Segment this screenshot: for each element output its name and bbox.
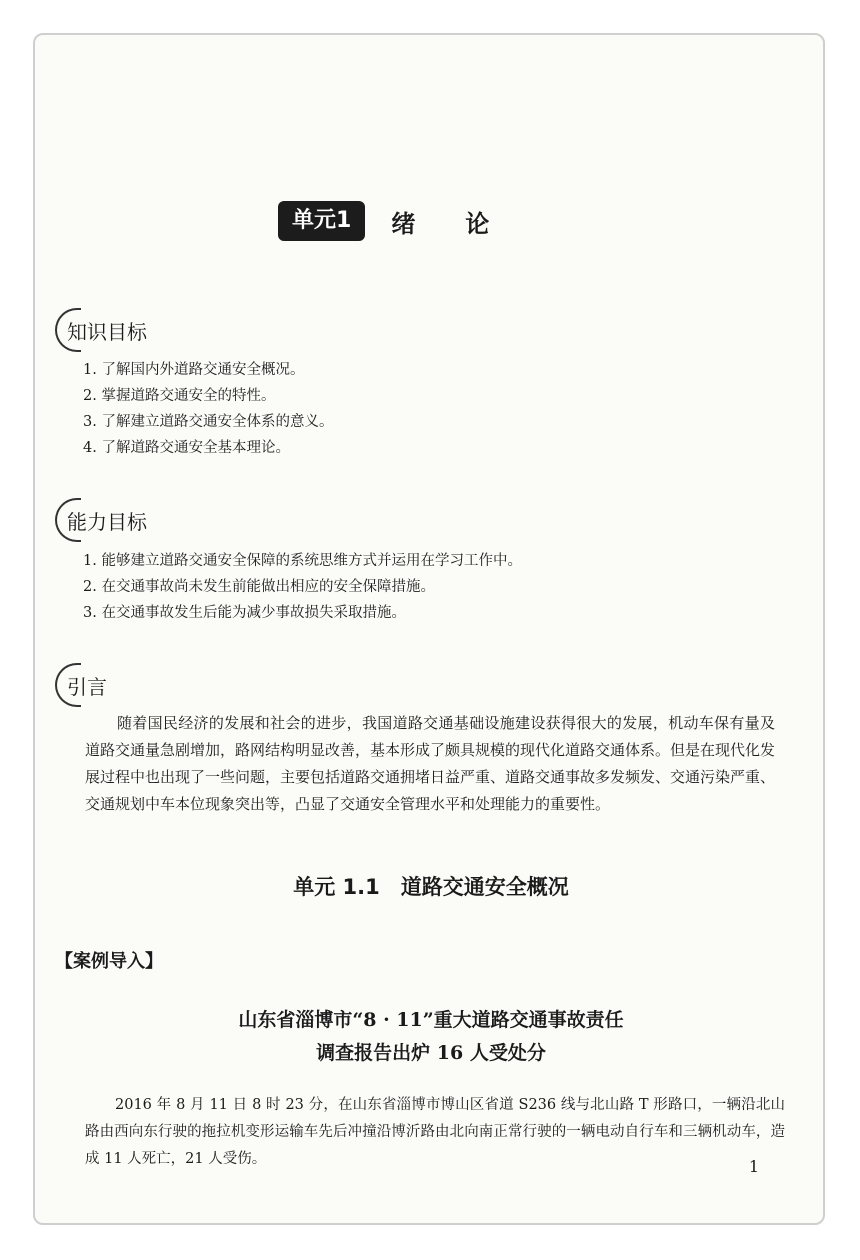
unit-title: 绪论: [391, 209, 540, 238]
arc-bracket-icon: [55, 308, 81, 352]
list-item: 3. 在交通事故发生后能为减少事故损失采取措施。: [83, 605, 406, 621]
case-tag: 【案例导入】: [55, 951, 163, 972]
list-item: 1. 了解国内外道路交通安全概况。: [83, 362, 305, 378]
intro-heading-label: 引言: [67, 674, 107, 699]
unit-header: [278, 201, 539, 241]
book-page: [33, 33, 825, 1225]
intro-heading: [55, 665, 107, 705]
list-item: 2. 掌握道路交通安全的特性。: [83, 388, 276, 404]
case-headline-line1: 山东省淄博市“8 · 11”重大道路交通事故责任: [238, 1009, 624, 1031]
list-item: 2. 在交通事故尚未发生前能做出相应的安全保障措施。: [83, 579, 435, 595]
unit-badge: 单元1: [278, 201, 365, 241]
knowledge-heading-label: 知识目标: [67, 319, 147, 344]
intro-paragraph: 随着国民经济的发展和社会的进步，我国道路交通基础设施建设获得很大的发展，机动车保有量及道路交通量急剧增加，路网结构明显改善，基本形成了颇具规模的现代化道路交通体系。但是在现代化发展过程中也出现了一些问题，主要包括道路交通拥堵日益严重、道路交通事故多发频发、交通污染严重、交通规划中车本位现象突出等，凸显了交通安全管理水平和处理能力的重要性。: [85, 714, 776, 813]
arc-bracket-icon: [55, 663, 81, 707]
list-item: 1. 能够建立道路交通安全保障的系统思维方式并运用在学习工作中。: [83, 553, 522, 569]
arc-bracket-icon: [55, 498, 81, 542]
ability-heading-label: 能力目标: [67, 509, 147, 534]
section-title: 单元 1.1 道路交通安全概况: [293, 875, 569, 899]
list-item: 3. 了解建立道路交通安全体系的意义。: [83, 414, 334, 430]
knowledge-heading: [55, 310, 147, 350]
case-headline-line2: 调查报告出炉 16 人受处分: [316, 1042, 546, 1064]
list-item: 4. 了解道路交通安全基本理论。: [83, 440, 290, 456]
ability-heading: [55, 500, 147, 540]
knowledge-list: [83, 357, 333, 461]
ability-list: [83, 548, 522, 626]
page-number: 1: [748, 1157, 759, 1176]
case-paragraph: 2016 年 8 月 11 日 8 时 23 分，在山东省淄博市博山区省道 S236 线与北山路 T 形路口，一辆沿北山路由西向东行驶的拖拉机变形运输车先后冲撞沿博沂路由北向南正常行驶的一辆电动自行车和三辆机动车，造成 11 人死亡，21 人受伤。: [85, 1097, 785, 1167]
